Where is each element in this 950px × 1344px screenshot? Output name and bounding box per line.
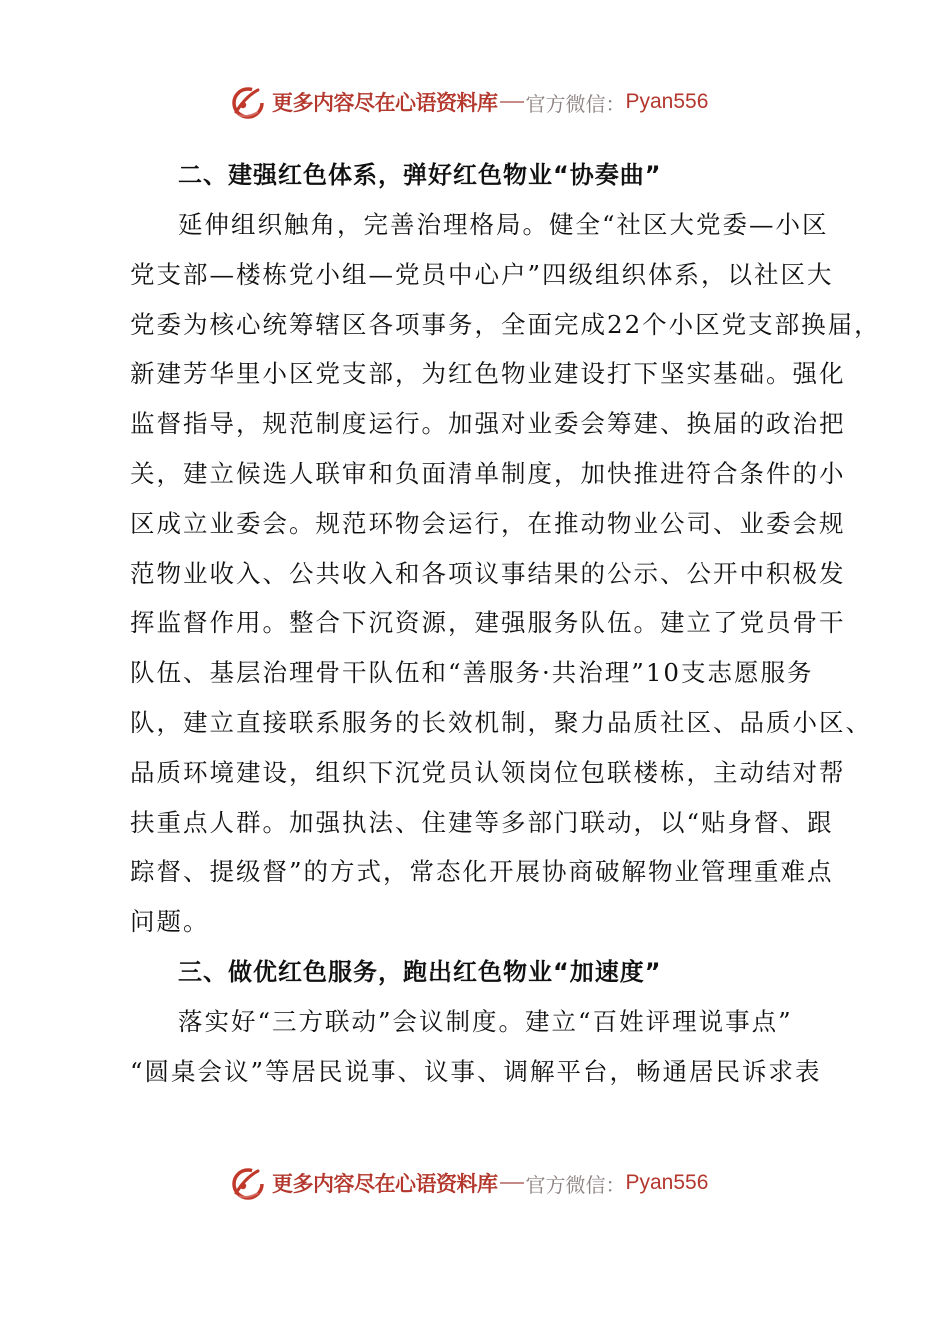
paragraph-line: 问题。: [130, 907, 210, 937]
section-2-paragraph: [130, 200, 881, 947]
brush-logo-icon: [228, 82, 268, 122]
paragraph-line: 落实好“三方联动”会议制度。建立“百姓评理说事点”: [178, 1006, 793, 1036]
watermark-wechat-id: Pyan556: [625, 90, 709, 113]
paragraph-line: 挥监督作用。整合下沉资源，建强服务队伍。建立了党员骨干: [130, 608, 846, 638]
section-2-heading: 二、建强红色体系，弹好红色物业“协奏曲”: [178, 161, 662, 189]
brush-logo-icon: [228, 1163, 268, 1203]
watermark-footer: [228, 1161, 708, 1205]
watermark-main-text: 更多内容尽在心语资料库: [272, 1171, 498, 1196]
paragraph-line: 党支部—楼栋党小组—党员中心户”四级组织体系，以社区大: [130, 259, 834, 289]
watermark-sub-text: 官方微信：: [525, 91, 626, 116]
watermark-header: [228, 80, 708, 124]
paragraph-line: “圆桌会议”等居民说事、议事、调解平台，畅通居民诉求表: [130, 1056, 822, 1086]
paragraph-line: 延伸组织触角，完善治理格局。健全“社区大党委—小区: [178, 210, 829, 239]
paragraph-line: 关，建立候选人联审和负面清单制度，加快推进符合条件的小: [130, 458, 846, 488]
watermark-dash: [500, 101, 524, 103]
paragraph-line: 监督指导，规范制度运行。加强对业委会筹建、换届的政治把: [130, 409, 846, 439]
paragraph-line: 区成立业委会。规范环物会运行，在推动物业公司、业委会规: [130, 508, 846, 538]
paragraph-line: 党委为核心统筹辖区各项事务，全面完成22个小区党支部换届，: [130, 309, 881, 339]
paragraph-line: 扶重点人群。加强执法、住建等多部门联动，以“贴身督、跟: [130, 807, 834, 837]
watermark-wechat-id: Pyan556: [625, 1171, 709, 1194]
paragraph-line: 范物业收入、公共收入和各项议事结果的公示、公开中积极发: [130, 558, 846, 588]
section-3-paragraph: [130, 997, 830, 1097]
paragraph-line: 队，建立直接联系服务的长效机制，聚力品质社区、品质小区、: [130, 707, 872, 737]
paragraph-line: 品质环境建设，组织下沉党员认领岗位包联楼栋，主动结对帮: [130, 757, 846, 787]
paragraph-line: 新建芳华里小区党支部，为红色物业建设打下坚实基础。强化: [130, 359, 846, 389]
document-body: [130, 150, 881, 1097]
section-3-heading: 三、做优红色服务，跑出红色物业“加速度”: [178, 957, 662, 986]
watermark-main-text: 更多内容尽在心语资料库: [272, 90, 498, 115]
watermark-dash: [500, 1182, 524, 1184]
paragraph-line: 队伍、基层治理骨干队伍和“善服务·共治理”10支志愿服务: [130, 658, 814, 688]
watermark-sub-text: 官方微信：: [525, 1172, 626, 1197]
paragraph-line: 踪督、提级督”的方式，常态化开展协商破解物业管理重难点: [130, 857, 834, 887]
